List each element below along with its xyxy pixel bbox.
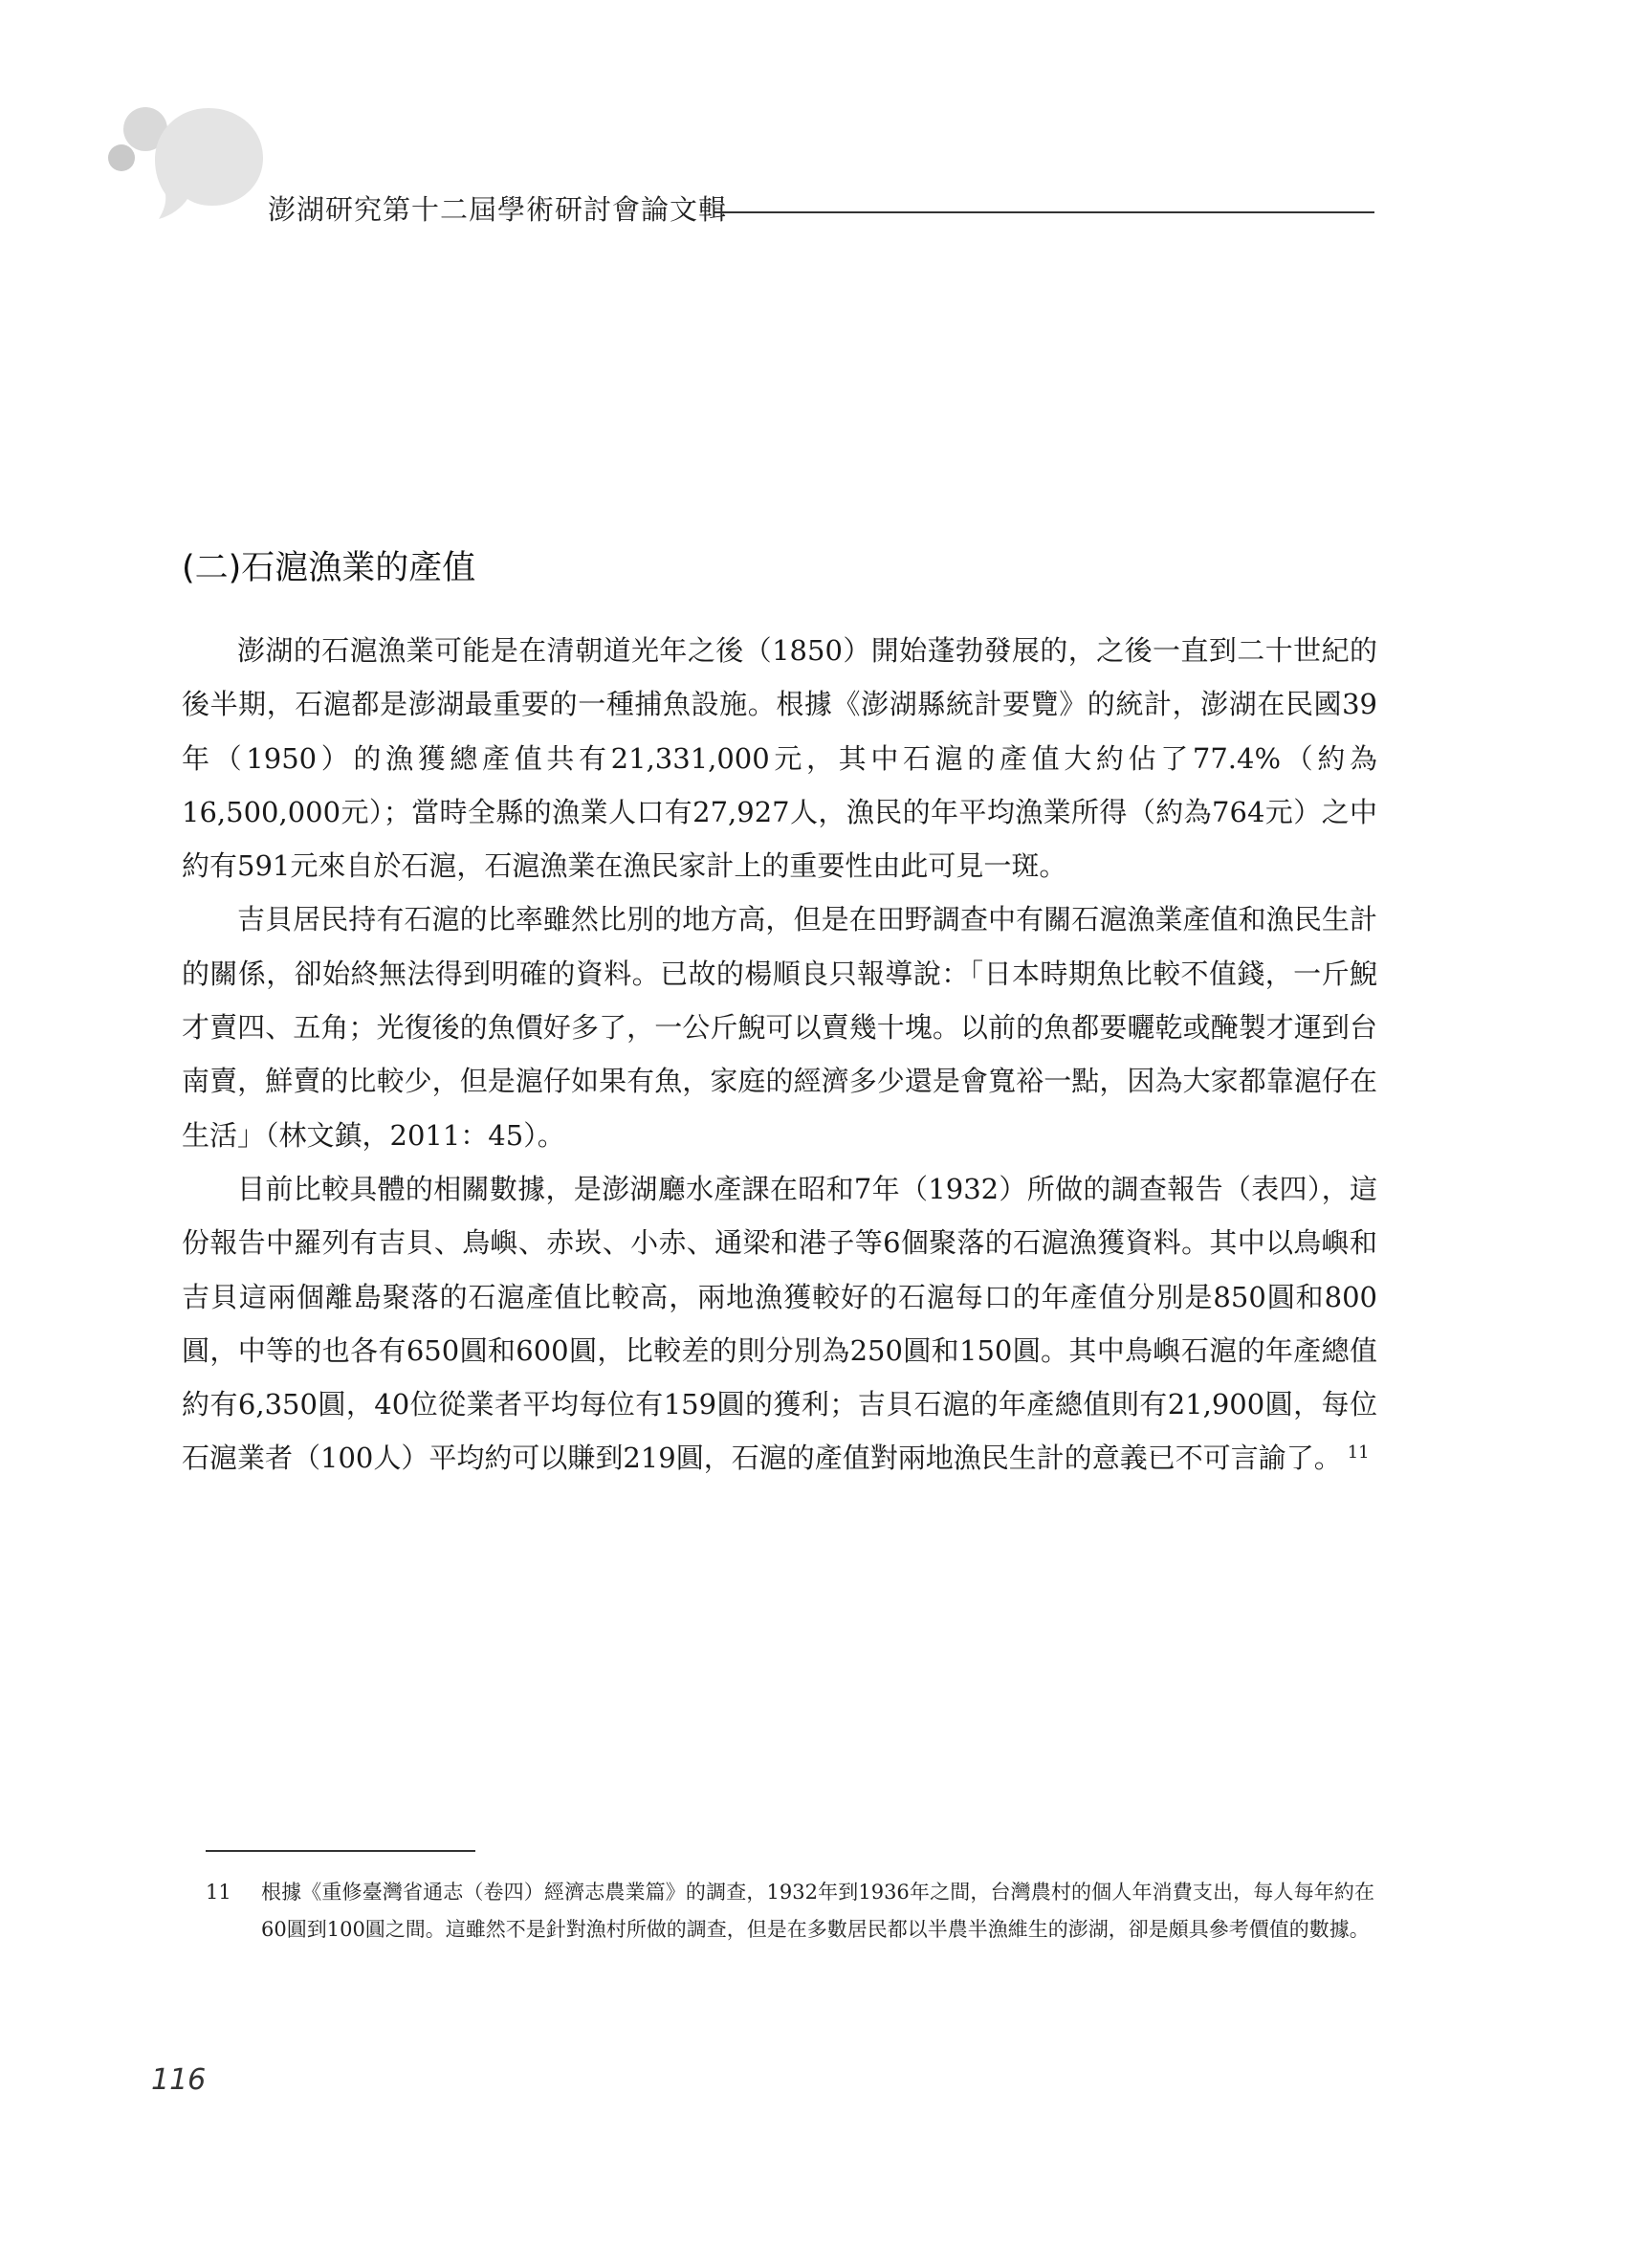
footnote-number: 11 (206, 1881, 231, 1904)
paragraph-3-text: 目前比較具體的相關數據，是澎湖廳水產課在昭和7年（1932）所做的調查報告（表四），這份報告中羅列有吉貝、鳥嶼、赤崁、小赤、通梁和港子等6個聚落的石滬漁獲資料。其中以鳥嶼和吉貝這兩個離島聚落的石滬產值比較高，兩地漁獲較好的石滬每口的年產值分別是850圓和800圓，中等的也各有650圓和600圓，比較差的則分別為250圓和150圓。其中鳥嶼石滬的年產總值約有6,350圓，40位從業者平均每位有159圓的獲利；吉貝石滬的年產總值則有21,900圓，每位石滬業者（100人）平均約可以賺到219圓，石滬的產值對兩地漁民生計的意義已不可言諭了。 (182, 1172, 1377, 1475)
logo-speech-bubble (155, 108, 263, 219)
logo-small-circle (108, 144, 135, 171)
section-heading: (二)石滬漁業的產值 (182, 549, 476, 587)
footnote-separator (206, 1850, 475, 1852)
paragraph-1: 澎湖的石滬漁業可能是在清朝道光年之後（1850）開始蓬勃發展的，之後一直到二十世紀的後半期，石滬都是澎湖最重要的一種捕魚設施。根據《澎湖縣統計要覽》的統計，澎湖在民國39年（1950）的漁獲總產值共有21,331,000元，其中石滬的產值大約佔了77.4%（約為16,500,000元）；當時全縣的漁業人口有27,927人，漁民的年平均漁業所得（約為764元）之中約有591元來自於石滬，石滬漁業在漁民家計上的重要性由此可見一斑。 (182, 634, 1377, 883)
footnote (206, 1874, 1374, 1949)
paragraph-2: 吉貝居民持有石滬的比率雖然比別的地方高，但是在田野調查中有關石滬漁業產值和漁民生計的關係，卻始終無法得到明確的資料。已故的楊順良只報導說：「日本時期魚比較不值錢，一斤鯢才賣四、五角；光復後的魚價好多了，一公斤鯢可以賣幾十塊。以前的魚都要曬乾或醃製才運到台南賣，鮮賣的比較少，但是滬仔如果有魚，家庭的經濟多少還是會寬裕一點，因為大家都靠滬仔在生活」（林文鎮，2011：45）。 (182, 903, 1377, 1152)
speech-bubble-logo (105, 100, 273, 225)
footnote-text: 根據《重修臺灣省通志（卷四）經濟志農業篇》的調查，1932年到1936年之間，台灣農村的個人年消費支出，每人每年約在60圓到100圓之間。這雖然不是針對漁村所做的調查，但是在多數居民都以半農半漁維生的澎湖，卻是頗具參考價值的數據。 (261, 1881, 1374, 1941)
body-text (182, 624, 1377, 1486)
page-number: 116 (151, 2063, 207, 2097)
running-header-title: 澎湖研究第十二屆學術研討會論文輯 (268, 193, 728, 226)
footnote-reference: 11 (1347, 1442, 1370, 1463)
paragraph-3 (182, 1162, 1377, 1486)
header-rule (714, 211, 1374, 213)
